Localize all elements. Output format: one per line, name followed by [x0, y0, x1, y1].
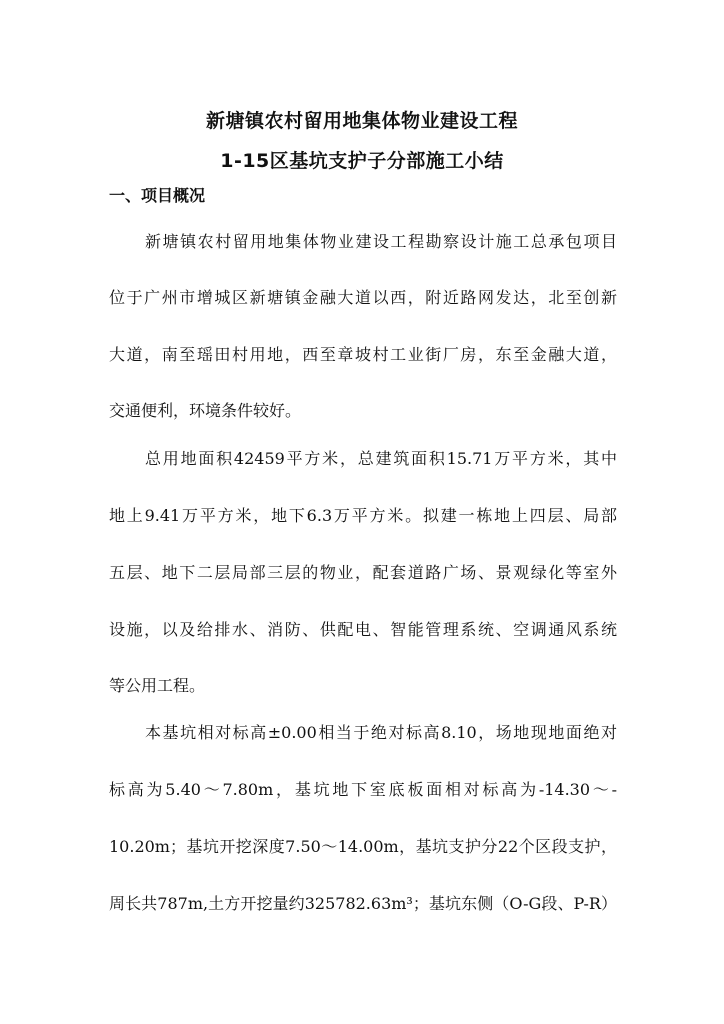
paragraph-line: 五层、地下二层局部三层的物业，配套道路广场、景观绿化等室外 — [109, 563, 617, 582]
paragraph-line: 标高为5.40～7.80m，基坑地下室底板面相对标高为-14.30～- — [109, 780, 617, 799]
paragraph-line: 新塘镇农村留用地集体物业建设工程勘察设计施工总承包项目 — [145, 232, 617, 251]
paragraph-line: 等公用工程。 — [109, 676, 206, 695]
paragraph-line: 设施，以及给排水、消防、供配电、智能管理系统、空调通风系统 — [109, 620, 617, 639]
paragraph-line: 本基坑相对标高±0.00相当于绝对标高8.10，场地现地面绝对 — [145, 723, 617, 742]
document-subtitle: 1-15区基坑支护子分部施工小结 — [220, 150, 504, 172]
paragraph-line: 交通便利，环境条件较好。 — [109, 401, 302, 420]
paragraph-line: 周长共787m,土方开挖量约325782.63m³；基坑东侧（O-G段、P-R） — [109, 894, 617, 913]
paragraph-line: 地上9.41万平方米，地下6.3万平方米。拟建一栋地上四层、局部 — [109, 506, 617, 525]
paragraph-line: 总用地面积42459平方米，总建筑面积15.71万平方米，其中 — [145, 449, 617, 468]
paragraph-line: 10.20m；基坑开挖深度7.50～14.00m，基坑支护分22个区段支护， — [109, 837, 617, 856]
paragraph-line: 大道，南至瑶田村用地，西至章坡村工业街厂房，东至金融大道， — [109, 345, 617, 364]
document-title: 新塘镇农村留用地集体物业建设工程 — [205, 110, 518, 132]
section-heading: 一、项目概况 — [109, 186, 206, 205]
paragraph-line: 位于广州市增城区新塘镇金融大道以西，附近路网发达，北至创新 — [109, 288, 617, 307]
